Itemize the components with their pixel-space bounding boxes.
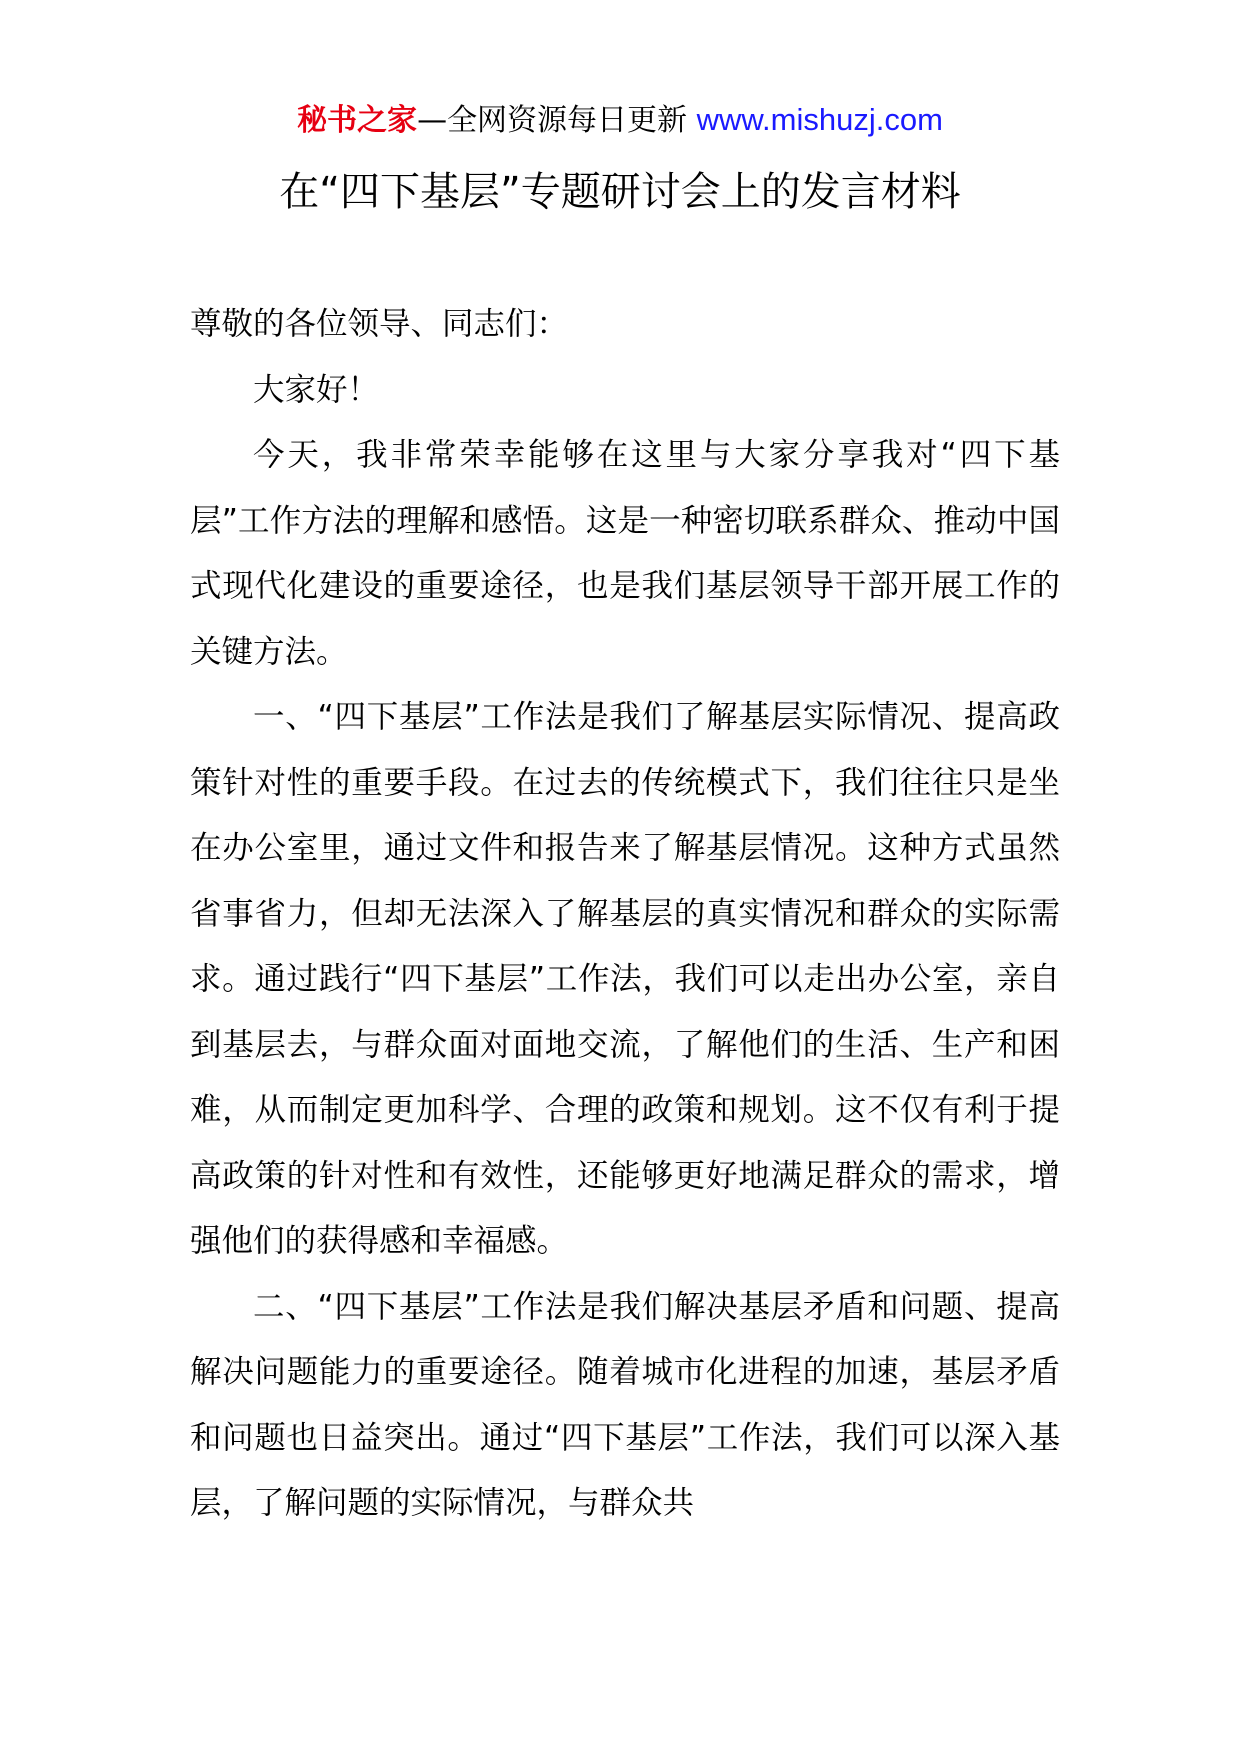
site-brand: 秘书之家 — [297, 103, 418, 138]
site-header — [0, 100, 1240, 141]
paragraph-point-two: 二、“四下基层”工作法是我们解决基层矛盾和问题、提高解决问题能力的重要途径。随着城市化进程的加速，基层矛盾和问题也日益突出。通过“四下基层”工作法，我们可以深入基层，了解问题的实际情况，与群众共 — [190, 1288, 1060, 1521]
salutation: 尊敬的各位领导、同志们： — [190, 306, 569, 342]
document-title: 在“四下基层”专题研讨会上的发言材料 — [279, 169, 961, 215]
paragraph-point-one: 一、“四下基层”工作法是我们了解基层实际情况、提高政策针对性的重要手段。在过去的传统模式下，我们往往只是坐在办公室里，通过文件和报告来了解基层情况。这种方式虽然省事省力，但却无法深入了解基层的真实情况和群众的实际需求。通过践行“四下基层”工作法，我们可以走出办公室，亲自到基层去，与群众面对面地交流，了解他们的生活、生产和困难，从而制定更加科学、合理的政策和规划。这不仅有利于提高政策的针对性和有效性，还能够更好地满足群众的需求，增强他们的获得感和幸福感。 — [190, 699, 1060, 1259]
document-body — [190, 292, 1060, 1537]
paragraph-intro: 今天，我非常荣幸能够在这里与大家分享我对“四下基层”工作方法的理解和感悟。这是一种密切联系群众、推动中国式现代化建设的重要途径，也是我们基层领导干部开展工作的关键方法。 — [190, 437, 1060, 670]
site-tagline: —全网资源每日更新 — [417, 103, 697, 138]
site-url-link[interactable]: www.mishuzj.com — [696, 102, 943, 137]
paragraph-greeting: 大家好！ — [253, 371, 380, 408]
